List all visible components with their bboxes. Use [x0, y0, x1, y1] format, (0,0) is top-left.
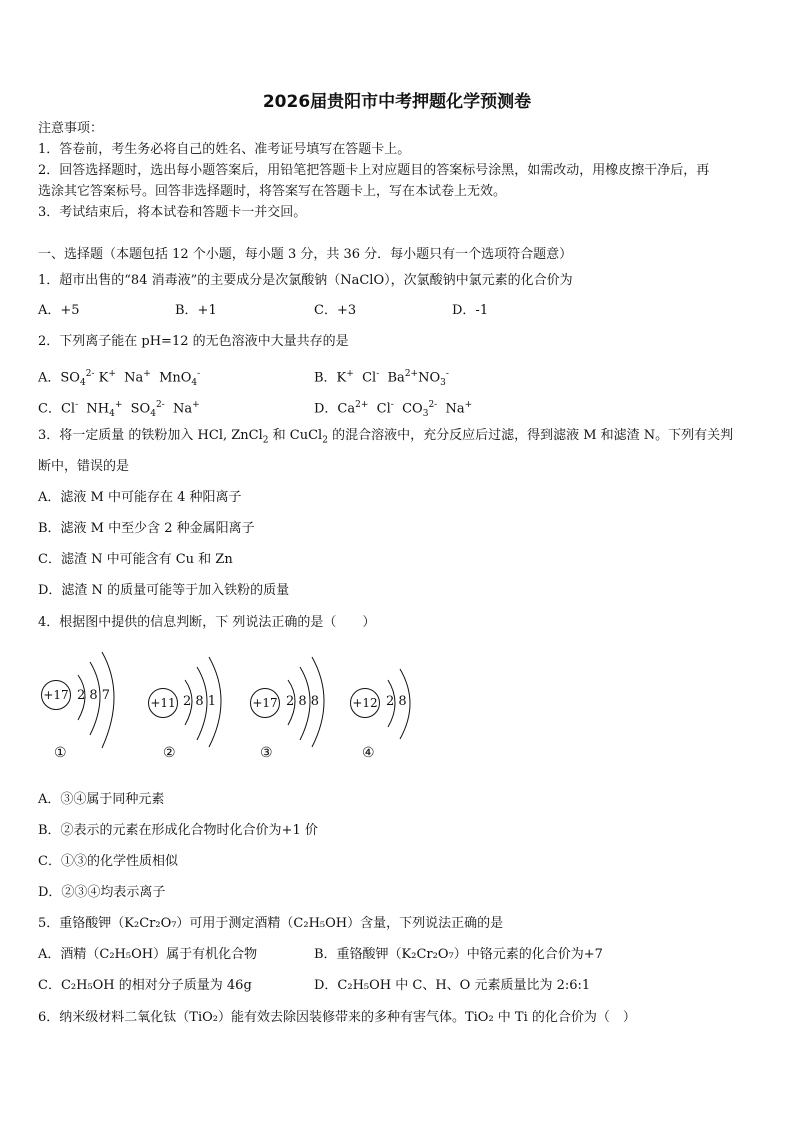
q5-option-c: C．C₂H₅OH 的相对分子质量为 46g	[38, 978, 252, 993]
nucleus: +17	[41, 680, 71, 710]
nucleus: +17	[250, 688, 280, 718]
notice-item-3: 3．考试结束后，将本试卷和答题卡一并交回。	[38, 205, 307, 220]
notice-item-2: 2．回答选择题时，选出每小题答案后，用铅笔把答题卡上对应题目的答案标号涂黑，如需改动，用橡皮擦干净后，再	[38, 163, 710, 178]
q5-option-b: B．重铬酸钾（K₂Cr₂O₇）中铬元素的化合价为+7	[314, 947, 603, 962]
nucleus: +11	[148, 688, 178, 718]
q2-option-b: B．K+ Cl- $Ba^{2+}NO_3^-$	[314, 369, 449, 388]
atom-label: ①	[54, 745, 67, 761]
q4-option-d: D．②③④均表示离子	[38, 885, 166, 900]
q2-option-a: A．$SO_4^{2-}$ K+ Na+ MnO$_4$-	[38, 369, 201, 388]
atom-label: ③	[260, 745, 273, 761]
page-title: 2026届贵阳市中考押题化学预测卷	[262, 92, 532, 112]
q4-option-b: B．②表示的元素在形成化合物时化合价为+1 价	[38, 823, 318, 838]
atom-diagram-4	[348, 650, 423, 761]
atom-label: ④	[362, 745, 375, 761]
notice-heading: 注意事项：	[38, 121, 104, 136]
q4-option-a: A．③④属于同种元素	[38, 792, 165, 807]
q4-stem: 4．根据图中提供的信息判断，下 列说法正确的是（ ）	[38, 615, 376, 630]
section-heading: 一、选择题（本题包括 12 个小题，每小题 3 分，共 36 分．每小题只有一个选项符合题意）	[38, 247, 573, 262]
q1-option-b: B．+1	[175, 303, 217, 318]
q3-stem-cont: 断中，错误的是	[38, 459, 130, 474]
q3-option-b: B．滤液 M 中至少含 2 种金属阳离子	[38, 521, 255, 536]
q3-option-c: C．滤渣 N 中可能含有 Cu 和 Zn	[38, 552, 233, 567]
q2-option-d: D．$Ca^{2+}$ Cl- $CO_3^{2-}$ Na+	[314, 400, 473, 419]
q4-option-c: C．①③的化学性质相似	[38, 854, 178, 869]
electron-shells: 2 8 8	[286, 694, 320, 709]
q2-stem: 2．下列离子能在 pH=12 的无色溶液中大量共存的是	[38, 334, 349, 349]
notice-item-2-cont: 选涂其它答案标号。回答非选择题时，将答案写在答题卡上，写在本试卷上无效。	[38, 184, 507, 199]
q1-option-a: A．+5	[38, 303, 80, 318]
shell-arcs-icon	[177, 655, 232, 750]
q3-stem: 3．将一定质量 的铁粉加入 HCl, ZnCl$_2$ 和 CuCl$_2$ 的混合溶液中，充分反应后过滤，得到滤液 M 和滤渣 N。下列有关判	[38, 428, 734, 446]
q5-option-a: A．酒精（C₂H₅OH）属于有机化合物	[38, 947, 258, 962]
electron-shells: 2 8 1	[183, 694, 217, 709]
atom-diagram-1	[40, 650, 120, 761]
q1-option-c: C．+3	[314, 303, 357, 318]
electron-shells: 2 8 7	[77, 688, 111, 703]
q1-stem: 1．超市出售的“84 消毒液”的主要成分是次氯酸钠（NaClO），次氯酸钠中氯元素的化合价为	[38, 273, 573, 288]
q5-stem: 5．重铬酸钾（K₂Cr₂O₇）可用于测定酒精（C₂H₅OH）含量，下列说法正确的是	[38, 916, 504, 931]
electron-shells: 2 8	[386, 694, 407, 709]
atom-diagram-2	[145, 650, 230, 761]
shell-arcs-icon	[70, 650, 125, 750]
q1-option-d: D．-1	[452, 303, 489, 318]
atom-diagram-3	[248, 650, 333, 761]
q6-stem: 6．纳米级材料二氧化钛（TiO₂）能有效去除因装修带来的多种有害气体。TiO₂ 中 Ti 的化合价为（ ）	[38, 1010, 636, 1025]
q3-option-d: D．滤渣 N 的质量可能等于加入铁粉的质量	[38, 583, 290, 598]
q5-option-d: D．C₂H₅OH 中 C、H、O 元素质量比为 2:6:1	[314, 978, 591, 993]
q3-option-a: A．滤液 M 中可能存在 4 种阳离子	[38, 490, 242, 505]
notice-item-1: 1．答卷前，考生务必将自己的姓名、准考证号填写在答题卡上。	[38, 142, 411, 157]
shell-arcs-icon	[380, 665, 425, 745]
shell-arcs-icon	[280, 655, 335, 750]
q2-option-c: C．Cl- $NH_4^+$ $SO_4^{2-}$ Na+	[38, 400, 200, 419]
atom-label: ②	[163, 745, 176, 761]
nucleus: +12	[350, 688, 380, 718]
